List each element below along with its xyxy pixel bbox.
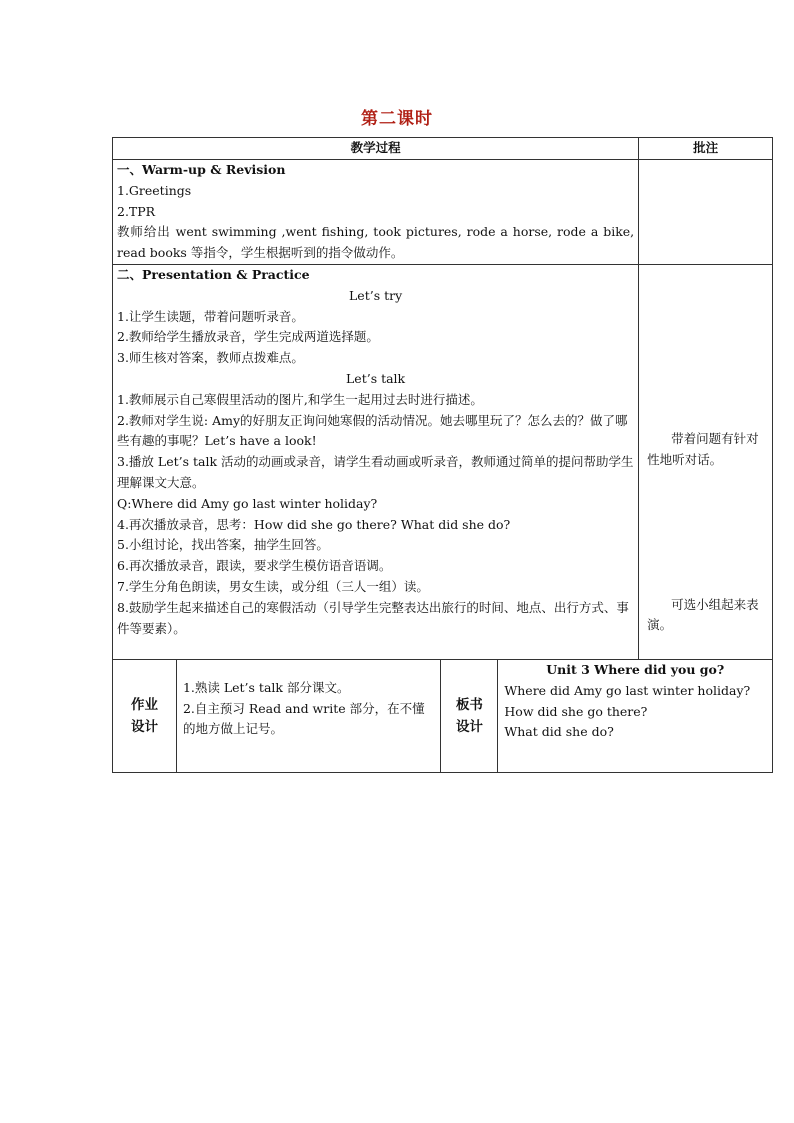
homework-board-row bbox=[113, 660, 773, 773]
homework-board-table bbox=[112, 659, 773, 773]
warmup-heading: 一、Warm-up & Revision bbox=[117, 162, 286, 177]
talk-line-2: 2.教师对学生说: Amy的好朋友正询问她寒假的活动情况。她去哪里玩了？怎么去的？做了哪些有趣的事呢？Let’s have a look! bbox=[117, 412, 628, 449]
lesson-process-table bbox=[112, 137, 773, 660]
presentation-note-cell bbox=[639, 264, 773, 659]
table-header-row bbox=[113, 138, 773, 160]
board-label: 板书设计 bbox=[441, 660, 498, 773]
try-line-2: 2.教师给学生播放录音，学生完成两道选择题。 bbox=[117, 329, 379, 345]
talk-line-3: 3.播放 Let’s talk 活动的动画或录音，请学生看动画或听录音，教师通过简单的提问帮助学生理解课文大意。 bbox=[117, 454, 634, 490]
try-line-3: 3.师生核对答案，教师点拨难点。 bbox=[117, 350, 304, 366]
talk-line-7: 6.再次播放录音，跟读，要求学生模仿语音语调。 bbox=[117, 558, 392, 574]
talk-line-6: 5.小组讨论，找出答案，抽学生回答。 bbox=[117, 537, 329, 553]
homework-label: 作业设计 bbox=[113, 660, 177, 773]
homework-cell bbox=[176, 660, 441, 773]
warmup-row bbox=[113, 160, 773, 265]
warmup-note-cell bbox=[639, 160, 773, 265]
lets-try-title: Let’s try bbox=[349, 287, 403, 303]
board-line-3: What did she do? bbox=[504, 724, 614, 740]
board-title: Unit 3 Where did you go? bbox=[546, 662, 725, 677]
note-listen-with-questions: 带着问题有针对性地听对话。 bbox=[647, 430, 759, 467]
presentation-row bbox=[113, 264, 773, 659]
board-line-1: Where did Amy go last winter holiday? bbox=[504, 682, 751, 698]
header-process: 教学过程 bbox=[113, 138, 639, 160]
talk-line-5: 4.再次播放录音，思考：How did she go there? What did she do? bbox=[117, 516, 511, 532]
homework-line-2: 2.自主预习 Read and write 部分，在不懂的地方做上记号。 bbox=[182, 700, 425, 737]
warmup-line-2: 2.TPR bbox=[117, 203, 156, 219]
note-group-performance: 可选小组起来表演。 bbox=[647, 596, 759, 633]
page-title: 第二课时 bbox=[361, 109, 433, 129]
warmup-line-3: 教师给出 went swimming ,went fishing, took pictures, rode a horse, rode a bike, read books 等指令，学生根据听到的指令做动作。 bbox=[117, 224, 635, 261]
board-cell bbox=[498, 660, 773, 773]
talk-line-8: 7.学生分角色朗读，男女生读，或分组（三人一组）读。 bbox=[117, 578, 429, 594]
warmup-line-1: 1.Greetings bbox=[117, 182, 192, 198]
talk-line-1: 1.教师展示自己寒假里活动的图片,和学生一起用过去时进行描述。 bbox=[117, 391, 483, 407]
presentation-heading: 二、Presentation & Practice bbox=[117, 266, 310, 282]
homework-line-1: 1.熟读 Let’s talk 部分课文。 bbox=[182, 679, 350, 695]
lets-talk-title: Let’s talk bbox=[346, 370, 406, 386]
presentation-cell bbox=[113, 264, 639, 659]
warmup-cell bbox=[113, 160, 639, 265]
header-notes: 批注 bbox=[639, 138, 773, 160]
try-line-1: 1.让学生读题，带着问题听录音。 bbox=[117, 308, 304, 324]
talk-line-4: Q:Where did Amy go last winter holiday? bbox=[117, 495, 378, 511]
board-line-2: How did she go there? bbox=[504, 703, 648, 719]
talk-line-9: 8.鼓励学生起来描述自己的寒假活动（引导学生完整表达出旅行的时间、地点、出行方式、事件等要素）。 bbox=[117, 599, 629, 636]
